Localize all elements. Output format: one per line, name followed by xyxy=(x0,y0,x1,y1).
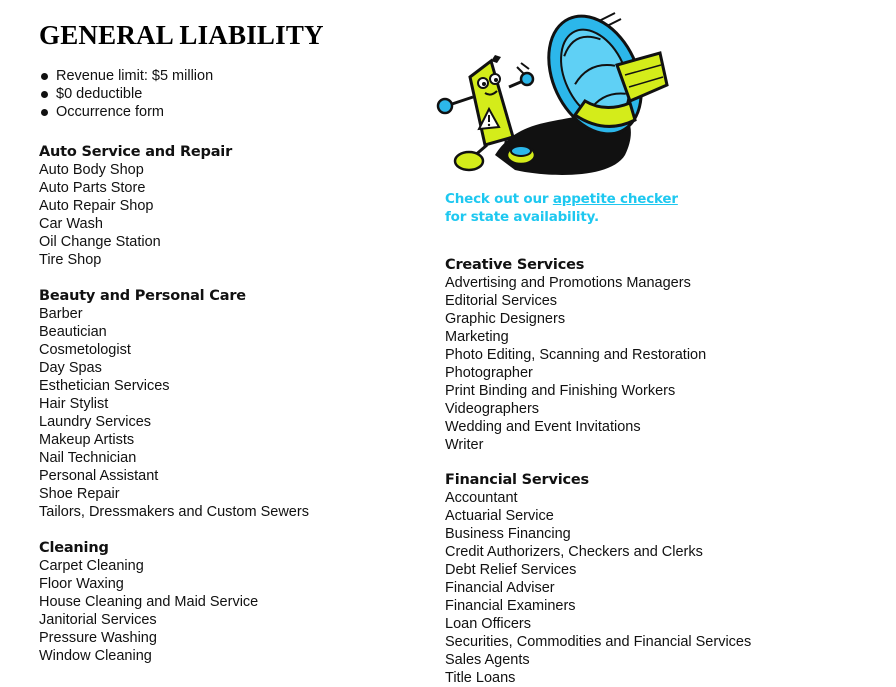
list-item: Credit Authorizers, Checkers and Clerks xyxy=(445,544,703,560)
list-item: Shoe Repair xyxy=(39,486,120,502)
list-item: Hair Stylist xyxy=(39,396,109,412)
list-item: Business Financing xyxy=(445,526,571,542)
list-item: House Cleaning and Maid Service xyxy=(39,594,259,610)
section-heading: Cleaning xyxy=(39,540,109,556)
list-item: Car Wash xyxy=(39,216,103,232)
list-item: Loan Officers xyxy=(445,616,531,632)
page-title: GENERAL LIABILITY xyxy=(39,20,324,50)
list-item: Print Binding and Finishing Workers xyxy=(445,383,676,399)
list-item: Carpet Cleaning xyxy=(39,558,144,574)
list-item: Securities, Commodities and Financial Services xyxy=(445,634,752,650)
coverage-bullets xyxy=(39,67,213,121)
cta-suffix: for state availability. xyxy=(445,209,599,225)
list-item: Sales Agents xyxy=(445,652,530,668)
section-heading: Creative Services xyxy=(445,257,585,273)
list-item: Window Cleaning xyxy=(39,648,152,664)
list-item: Auto Repair Shop xyxy=(39,198,154,214)
list-item: Debt Relief Services xyxy=(445,562,577,578)
cta-prefix: Check out our xyxy=(445,191,553,207)
section-heading: Beauty and Personal Care xyxy=(39,288,246,304)
list-item: Day Spas xyxy=(39,360,102,376)
wet-floor-sign-illustration xyxy=(425,5,680,183)
list-item: Auto Body Shop xyxy=(39,162,144,178)
list-item: Graphic Designers xyxy=(445,311,566,327)
list-item: Janitorial Services xyxy=(39,612,157,628)
list-item: Editorial Services xyxy=(445,293,558,309)
list-item: Tire Shop xyxy=(39,252,102,268)
section-heading: Auto Service and Repair xyxy=(39,144,233,160)
section-creative-services xyxy=(445,256,706,454)
list-item: Floor Waxing xyxy=(39,576,124,592)
list-item: Photographer xyxy=(445,365,533,381)
list-item: Oil Change Station xyxy=(39,234,161,250)
list-item: Advertising and Promotions Managers xyxy=(445,275,691,291)
list-item: Accountant xyxy=(445,490,518,506)
list-item: Photo Editing, Scanning and Restoration xyxy=(445,347,707,363)
list-item: Marketing xyxy=(445,329,509,345)
list-item: Videographers xyxy=(445,401,540,417)
section-financial-services xyxy=(445,471,751,687)
bullet-occurrence-form: Occurrence form xyxy=(39,103,213,121)
list-item: Pressure Washing xyxy=(39,630,157,646)
list-item: Laundry Services xyxy=(39,414,152,430)
section-heading: Financial Services xyxy=(445,472,589,488)
list-item: Auto Parts Store xyxy=(39,180,146,196)
section-auto-service-and-repair xyxy=(39,143,232,269)
appetite-checker-link[interactable]: appetite checker xyxy=(552,191,678,207)
bullet-deductible: $0 deductible xyxy=(39,85,213,103)
list-item: Actuarial Service xyxy=(445,508,554,524)
list-item: Personal Assistant xyxy=(39,468,159,484)
section-beauty-and-personal-care xyxy=(39,287,309,521)
list-item: Cosmetologist xyxy=(39,342,131,358)
list-item: Beautician xyxy=(39,324,107,340)
list-item: Esthetician Services xyxy=(39,378,170,394)
list-item: Makeup Artists xyxy=(39,432,135,448)
list-item: Financial Examiners xyxy=(445,598,576,614)
bullet-revenue-limit: Revenue limit: $5 million xyxy=(39,67,213,85)
list-item: Wedding and Event Invitations xyxy=(445,419,641,435)
list-item: Barber xyxy=(39,306,83,322)
section-cleaning xyxy=(39,539,258,665)
list-item: Nail Technician xyxy=(39,450,137,466)
list-item: Title Loans xyxy=(445,670,516,686)
list-item: Tailors, Dressmakers and Custom Sewers xyxy=(39,504,309,520)
appetite-checker-callout xyxy=(445,190,678,226)
list-item: Writer xyxy=(445,437,484,453)
list-item: Financial Adviser xyxy=(445,580,555,596)
